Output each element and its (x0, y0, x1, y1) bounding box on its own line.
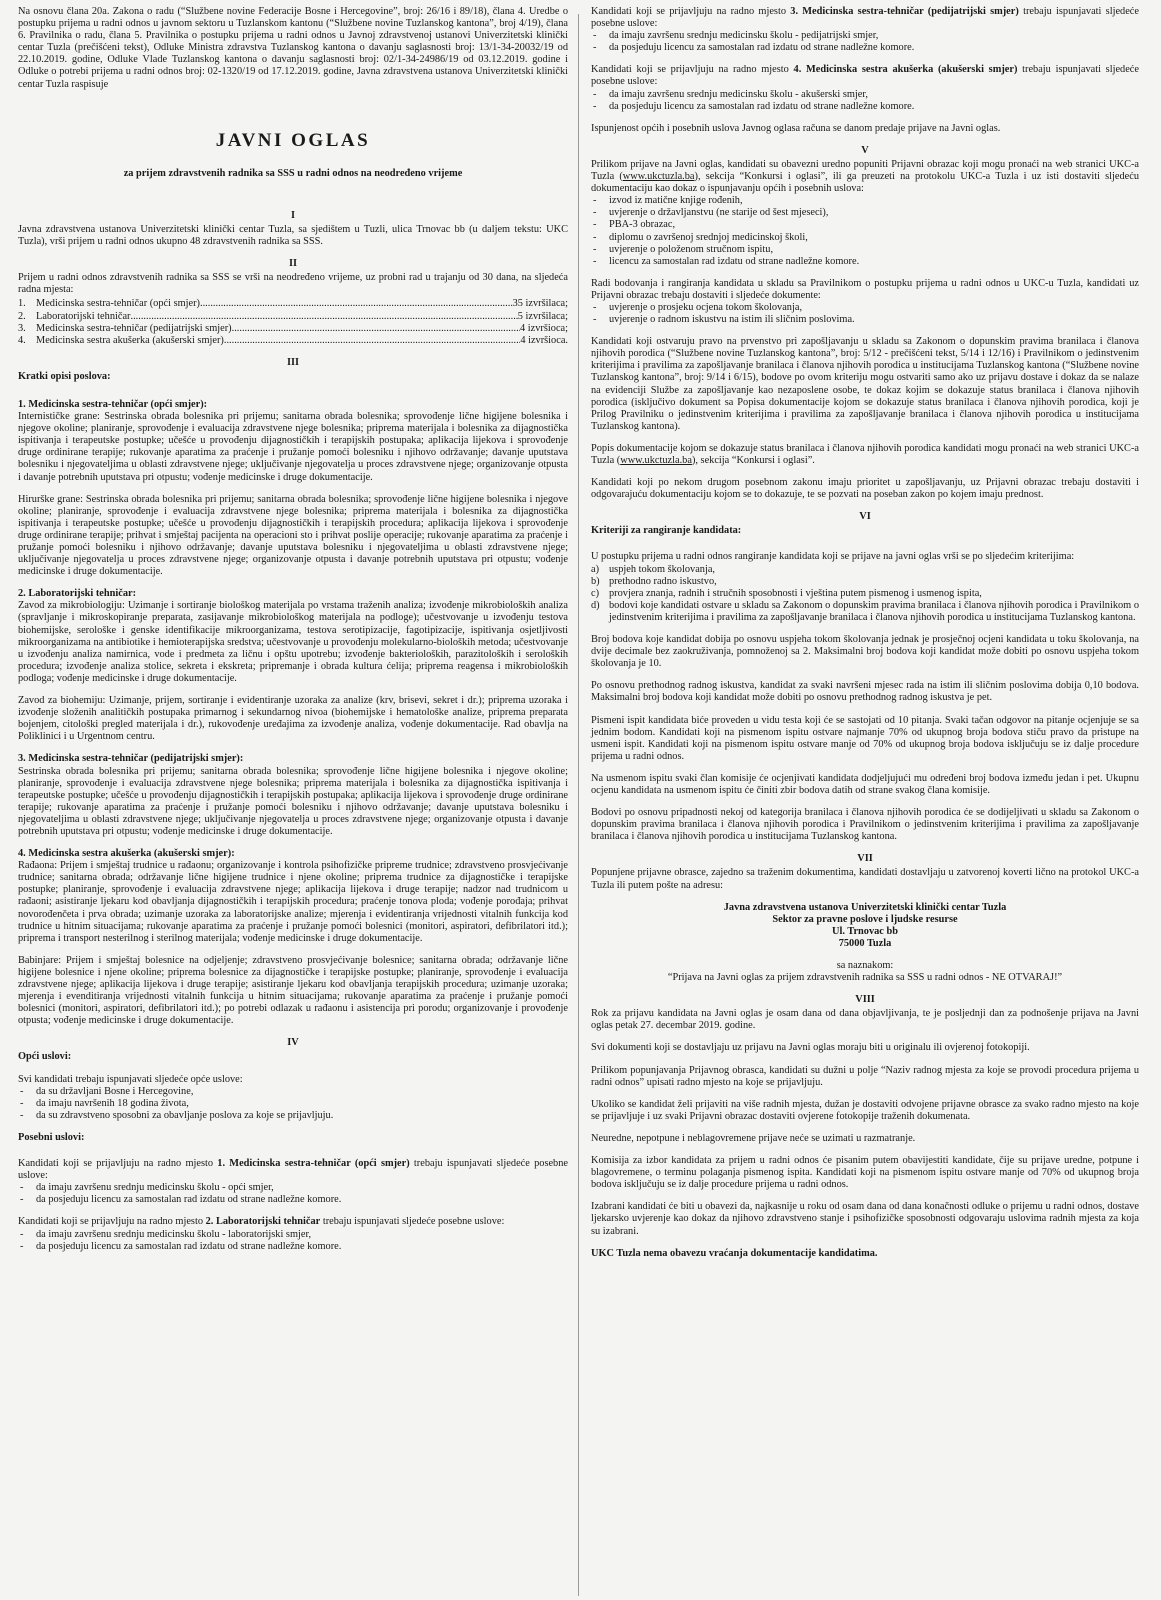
job4-conditions-list (591, 89, 1139, 113)
intro-paragraph: Na osnovu člana 20a. Zakona o radu (“Službene novine Federacije Bosne i Hercegovine”, broj: 26/16 i 89/18), člana 4. Uredbe o postupku prijema u radni odnos u javnom sektoru u Tuzlanskom kantonu (“Službene novine Tuzlanskog kantona”, broj 4/19), člana 6. Pravilnika o radu, člana 5. Pravilnika o postupku prijema u radni odnos u Javnoj zdravstvenoj ustanovi Univerzitetski klinički centar Tuzla (prečišćeni tekst), Odluke Ministra zdravstva Tuzlanskog kantona o davanju saglasnosti broj: 13/1-34-20032/19 od 22.10.2019. godine, Odluke Vlade Tuzlanskog kantona o davanju saglasnosti broj: 02/1-34-24986/19 od 03.12.2019. godine i Odluke o potrebi prijema u radni odnos broj: 02-1320/19 od 17.12.2019. godine, Javna zdravstvena ustanova Univerzitetski klinički centar Tuzla raspisuje (18, 6, 568, 90)
list-item: - da posjeduju licencu za samostalan rad izdatu od strane nadležne komore. (18, 1194, 568, 1206)
form-instructions: Prilikom popunjavanja Prijavnog obrasca, kandidati su dužni u polje “Naziv radnog mjesta za koje se provodi procedura prijema u radni odnos” upisati radno mjesto na koje se prijavljuju. (591, 1064, 1139, 1088)
ranking-documents-list (591, 302, 1139, 326)
website-link[interactable]: www.ukctuzla.ba (622, 171, 695, 183)
job1-conditions: Kandidati koji se prijavljuju na radno mjesto 1. Medicinska sestra-tehničar (opći smjer) trebaju ispunjavati sljedeće posebne uslove: (18, 1158, 568, 1182)
section-iv-number: IV (287, 1037, 299, 1049)
section-iii-heading: Kratki opisi poslova: (18, 370, 111, 382)
list-item: d) bodovi koje kandidati ostvare u skladu sa Zakonom o dopunskim pravima branilaca i članova njihovih porodica i Pravilnikom o jedinstvenim kriterijima i pravilima za zapošljavanje branilaca i članova njihovih porodica u institucijama Tuzlanskog kantona. (591, 599, 1139, 623)
written-exam: Pismeni ispit kandidata biće proveden u vidu testa koji će se sastojati od 10 pitanja. Svaki tačan odgovor na pitanje ocjenjuje se sa jednim bodom. Kandidati koji na pismenom ispitu ostvare najmanje 70% od ukupnog broja bodova stiču pravo da pristupe na usmeni ispit. Kandidati koji na pismenom ispitu ostvare manje od 70% od ukupnog broja bodova isključuju se iz dalje procedure prijema u radni odnos. (591, 714, 1139, 762)
job1-internal: Internističke grane: Sestrinska obrada bolesnika pri prijemu; sanitarna obrada bolesnika; sprovođenje lične higijene bolesnika i njegove okoline; planiranje, sprovođenje i evaluacija zdravstvene njege bolesnika; priprema materijala i bolesnika za dijagnostička ispitivanja i terapeutske postupke; učešće u provođenju dijagnostičkih i terapijskih postupaka; aplikacija lijekova i sprovođenje druge ordinirane terapije; rukovanje aparatima za praćenje i pružanje pomoći bolesniku i njihovo održavanje; davanje uputstava bolesniku i njegovateljima u oblasti zdravstvene njege; uključivanje njegovatelja u proces zdravstvene njege; organizovanje otpusta i davanje potrebnih uputstava pri otpustu; vođenje medicinske i druge dokumentacije. (18, 411, 568, 483)
documents-original: Svi dokumenti koji se dostavljaju uz prijavu na Javni oglas moraju biti u originalu ili ovjerenoj fotokopiji. (591, 1042, 1030, 1054)
list-item: - uvjerenje o radnom iskustvu na istim ili sličnim poslovima. (591, 314, 1139, 326)
list-item: - uvjerenje o prosjeku ocjena tokom školovanja, (591, 302, 1139, 314)
list-item: - da posjeduju licencu za samostalan rad izdatu od strane nadležne komore. (18, 1241, 568, 1253)
incomplete-applications: Neuredne, nepotpune i neblagovremene prijave neće se uzimati u razmatranje. (591, 1132, 916, 1144)
section-vii-number: VII (857, 853, 873, 865)
position-item: 3. Medicinska sestra-tehničar (pedijatrijski smjer) ..... 4 izvršioca; (18, 323, 568, 335)
right-column (583, 6, 1149, 1596)
general-conditions-heading: Opći uslovi: (18, 1051, 72, 1063)
job3-text: Sestrinska obrada bolesnika pri prijemu; sanitarna obrada bolesnika; sprovođenje lične higijene bolesnika i njegove okoline; planiranje, sprovođenje i evaluacija zdravstvene njege bolesnika; priprema materijala i bolesnika za dijagnostička ispitivanja i terapeutske postupke; učešće u provođenju dijagnostičkih i terapijskih postupaka; aplikacija lijekova i sprovođenje druge ordinirane terapije; rukovanje aparatima za praćenje i pružanje pomoći bolesniku i njihovo održavanje; davanje uputstava bolesniku i njegovateljima u oblasti zdravstvene njege; uključivanje njegovatelja u proces zdravstvene njege; organizovanje otpusta i davanje potrebnih uputstava pri otpustu; vođenje medicinske i druge dokumentacije. (18, 765, 568, 837)
job2-title: 2. Laboratorijski tehničar: (18, 588, 137, 600)
submission-intro: Popunjene prijavne obrasce, zajedno sa traženim dokumentima, kandidati dostavljaju u zatvorenoj koverti lično na protokol UKC-a Tuzla ili putem pošte na adresu: (591, 867, 1139, 891)
section-ii-text: Prijem u radni odnos zdravstvenih radnika sa SSS se vrši na neodređeno vrijeme, uz probni rad u trajanju od 30 dana, na sljedeća radna mjesta: (18, 272, 568, 296)
ranking-criteria-list (591, 564, 1139, 624)
job3-title: 3. Medicinska sestra-tehničar (pedijatrijski smjer): (18, 753, 244, 765)
oral-exam: Na usmenom ispitu svaki član komisije će ocjenjivati kandidata dodjeljujući mu određeni broj bodova između jedan i pet. Ukupnu ocjenu kandidata na usmenom ispitu će činiti zbir bodova datih od strane svakog člana komisije. (591, 772, 1139, 796)
general-conditions-list (18, 1086, 568, 1122)
multiple-positions: Ukoliko se kandidat želi prijaviti na više radnih mjesta, dužan je dostaviti odvojene prijavne obrasce za svako radno mjesto na koje se prijavljuje i uz svaki Prijavni obrazac dostaviti ovjerene fotokopije traženih dokumenata. (591, 1098, 1139, 1122)
list-item: b) prethodno radno iskustvo, (591, 575, 717, 587)
job3-conditions-list (591, 30, 1139, 54)
list-item: - da posjeduju licencu za samostalan rad izdatu od strane nadležne komore. (591, 101, 1139, 113)
list-item: - da imaju završenu srednju medicinsku školu - akušerski smjer, (591, 89, 1139, 101)
job4-conditions: Kandidati koji se prijavljuju na radno mjesto 4. Medicinska sestra akušerka (akušerski smjer) trebaju ispunjavati sljedeće posebne uslove: (591, 64, 1139, 88)
closing-note: UKC Tuzla nema obavezu vraćanja dokumentacije kandidatima. (591, 1247, 878, 1259)
list-item: - uvjerenje o položenom stručnom ispitu, (591, 244, 1139, 256)
fulfilment-note: Ispunjenost općih i posebnih uslova Javnog oglasa računa se danom predaje prijave na Javni oglas. (591, 122, 1001, 134)
list-item: - da imaju završenu srednju medicinsku školu - pedijatrijski smjer, (591, 30, 1139, 42)
position-item: 4. Medicinska sestra akušerka (akušerski smjer) ..... 4 izvršioca. (18, 335, 568, 347)
list-item: - izvod iz matične knjige rođenih, (591, 195, 1139, 207)
website-link[interactable]: www.ukctuzla.ba (620, 455, 692, 466)
deadline-paragraph: Rok za prijavu kandidata na Javni oglas je osam dana od dana objavljivanja, te je posljednji dan za podnošenje prijava na Javni oglas petak 27. decembar 2019. godine. (591, 1008, 1139, 1032)
envelope-note-label: sa naznakom: (836, 960, 894, 971)
envelope-note: “Prijava na Javni oglas za prijem zdravstvenih radnika sa SSS u radni odnos - NE OTVARAJ!” (667, 972, 1063, 984)
list-item: - PBA-3 obrazac, (591, 219, 1139, 231)
job3-conditions: Kandidati koji se prijavljuju na radno mjesto 3. Medicinska sestra-tehničar (pedijatrijski smjer) trebaju ispunjavati sljedeće posebne uslove: (591, 6, 1139, 30)
job1-surgical: Hirurške grane: Sestrinska obrada bolesnika pri prijemu; sanitarna obrada bolesnika; sprovođenje lične higijene bolesnika i njegove okoline; planiranje, sprovođenje i evaluacija zdravstvene njege bolesnika; priprema materijala i bolesnika za dijagnostička ispitivanja i terapeutske postupke; učešće u provođenju dijagnostičkih i terapijskih procedura; aplikacija lijekova i sprovođenje druge ordinirane terapije; prihvat i smještaj pacijenta na operacioni sto i prihvat poslije operacije; rukovanje aparatima za praćenje i pružanje pomoći bolesniku i njihovo održavanje; davanje uputstava bolesniku i njegovateljima u oblasti zdravstvene njege; uključivanje njegovatelja u proces zdravstvene njege; organizovanje otpusta i davanje potrebnih uputstava pri otpustu; vođenje medicinske i druge dokumentacije. (18, 493, 568, 578)
list-item: - diplomu o završenoj srednjoj medicinskoj školi, (591, 232, 1139, 244)
section-vi-number: VI (859, 511, 871, 523)
job2-conditions-list (18, 1229, 568, 1253)
section-i-number: I (290, 209, 296, 221)
mailing-address: Javna zdravstvena ustanova Univerzitetski klinički centar Tuzla Sektor za pravne poslove i ljudske resurse Ul. Trnovac bb 75000 Tuzla (723, 901, 1007, 949)
job2-biochem: Zavod za biohemiju: Uzimanje, prijem, sortiranje i evidentiranje uzoraka za analize (krv, brisevi, sekret i dr.); priprema uzoraka i izvođenje složenih analitičkih postupaka primarnog i sekundarnog nivoa (biohemijske i hematološke analize, priprema preparata bojenjem, citološki pregled materijala i dr.), rukovođenje uređajima za izvođenje analiza, vođenje dokumentacije. Rad obavlja na Poliklinici i u Urgentnom centru. (18, 695, 568, 743)
veterans-priority: Kandidati koji ostvaruju pravo na prvenstvo pri zapošljavanju u skladu sa Zakonom o dopunskim pravima branilaca i članova njihovih porodica (“Službene novine Tuzlanskog kantona”, broj: 5/12 - prečišćeni tekst, 5/14 i 12/16) i Pravilnikom o jedinstvenim kriterijima i pravilima za zapošljavanje branilaca i članova njihovih porodica u institucijama Tuzlanskog kantona (“Službene novine Tuzlanskog kantona”, broj: 9/14 i 6/15), bodove po ovom kriteriju mogu ostvariti samo ako uz prijavu dostave i dokaz da se nalaze na evidenciji Službe za zapošljavanje kao nezaposlene osobe, te dokaz kojim se dokazuje status branilaca i članova njihovih porodica (isključivo dokument sa Popisa dokumentacije kojom se dokazuje status branilaca i članova njihovih porodica, koji je Prilog Pravilniku o jedinstvenim kriterijima i pravilima za zapošljavanje branilaca i članova njihovih porodica u institucijama Tuzlanskog kantona). (591, 336, 1139, 432)
job1-conditions-list (18, 1182, 568, 1206)
page-subtitle: za prijem zdravstvenih radnika sa SSS u radni odnos na neodređeno vrijeme (123, 167, 463, 179)
experience-points: Po osnovu prethodnog radnog iskustva, kandidat za svaki navršeni mjesec rada na istim ili sličnim poslovima dobija 0,10 bodova. Maksimalni broj bodova koji kandidat može dobiti po osnovu prethodnog radnog iskustva je pet. (591, 680, 1139, 704)
ranking-documents-intro: Radi bodovanja i rangiranja kandidata u skladu sa Pravilnikom o postupku prijema u radni odnos u UKC-u Tuzla, kandidati uz Prijavni obrazac trebaju dostaviti i sljedeće dokumente: (591, 277, 1139, 301)
ranking-criteria-intro: U postupku prijema u radni odnos rangiranje kandidata koji se prijave na javni oglas vrši se po sljedećim kriterijima: (591, 551, 1075, 563)
section-iii-number: III (286, 356, 300, 368)
section-viii-number: VIII (855, 994, 875, 1006)
job1-title: 1. Medicinska sestra-tehničar (opći smjer): (18, 398, 208, 410)
job2-conditions: Kandidati koji se prijavljuju na radno mjesto 2. Laboratorijski tehničar trebaju ispunjavati sljedeće posebne uslove: (18, 1216, 505, 1228)
positions-list (18, 298, 568, 346)
list-item: - da su državljani Bosne i Hercegovine, (18, 1086, 568, 1098)
veterans-points: Bodovi po osnovu pripadnosti nekoj od kategorija branilaca i članova njihovih porodica će se dodijeljivati u skladu sa Zakonom o dopunskim pravima branilaca i članova njihovih porodica i Pravilnikom o jedinstvenim kriterijima i pravilima za zapošljavanje branilaca i članova njihovih porodica u institucijama Tuzlanskog kantona. (591, 807, 1139, 843)
commission-notice: Komisija za izbor kandidata za prijem u radni odnos će pisanim putem obavijestiti kandidate, čije su prijave uredne, potpune i blagovremene, o terminu polaganja pismenog ispita. Kandidati koji na pismenom ispitu ostvare manje od 70% od ukupnog broja bodova isključuju se iz dalje procedure prijema u radni odnos. (591, 1155, 1139, 1191)
other-priority: Kandidati koji po nekom drugom posebnom zakonu imaju prioritet u zapošljavanju, uz Prijavni obrazac trebaju dostaviti i odgovarajuću dokumentaciju kojom se to dokazuje, te se pozvati na poseban zakon po kojem imaju prednost. (591, 477, 1139, 501)
required-documents-list (591, 195, 1139, 268)
job4-delivery: Rađaona: Prijem i smještaj trudnice u rađaonu; organizovanje i kontrola psihofizičke pripreme trudnice; zdravstveno prosvjećivanje trudnice; sanitarna obrada; održavanje lične higijene trudnice i njene okoline; priprema trudnice za dijagnostičke i terapijske postupke; planiranje, sprovođenje i evaluacija zdravstvene njege; aplikacija lijekova i druge terapije; nadzor nad trudnicom u rađaoni; asistiranje ljekaru kod obavljanja dijagnostičkih i terapijskih procedura; praćenje tonova ploda; vođenje porođaja; prihvat novorođenčeta i prva obrada; uzimanje uzoraka za laboratorijske analize; mjerenja i evidentiranja vrijednosti vitalnih funkcija kod trudnice u hitnim situacijama; rukovanje aparatima za praćenje i pružanje pomoći bolesnici (monitori, aspiratori, defibrilatori itd.); priprema i transport nesterilnog i sterilnog materijala; vođenje medicinske i druge dokumentacije. (18, 860, 568, 944)
position-item: 2. Laboratorijski tehničar ..... 5 izvršilaca; (18, 311, 568, 323)
list-item: a) uspjeh tokom školovanja, (591, 563, 716, 575)
section-ii-number: II (288, 258, 298, 270)
school-points: Broj bodova koje kandidat dobija po osnovu uspjeha tokom školovanja jednak je prosječnoj ocjeni kandidata u toku školovanja, na dvije decimale bez zaokruživanja, pomnoženoj sa 2. Maksimalni broj bodova koji kandidat može dobiti po osnovu uspjeha tokom školovanja je 10. (591, 634, 1139, 670)
list-item: - da imaju završenu srednju medicinsku školu - laboratorijski smjer, (18, 1229, 568, 1241)
job4-title: 4. Medicinska sestra akušerka (akušerski smjer): (18, 848, 235, 860)
veterans-docs-note: Popis dokumentacije kojom se dokazuje status branilaca i članova njihovih porodica kandidati mogu pronaći na web stranici UKC-a Tuzla (www.ukctuzla.ba), sekcija “Konkursi i oglasi”. (591, 442, 1139, 466)
list-item: - da su zdravstveno sposobni za obavljanje poslova za koje se prijavljuju. (18, 1110, 568, 1122)
application-instructions: Prilikom prijave na Javni oglas, kandidati su obavezni uredno popuniti Prijavni obrazac koji mogu pronaći na web stranici UKC-a Tuzla (www.ukctuzla.ba), sekcija “Konkursi i oglasi”, ili ga preuzeti na protokolu UKC-a Tuzla i uz isti dostaviti sljedeću dokumentaciju kao dokaz o ispunjavanju općih i posebnih uslova: (591, 158, 1140, 195)
list-item: - uvjerenje o državljanstvu (ne starije od šest mjeseci), (591, 207, 1139, 219)
list-item: c) provjera znanja, radnih i stručnih sposobnosti i vještina putem pismenog i usmenog ispita, (591, 587, 982, 599)
medical-certificate: Izabrani kandidati će biti u obavezi da, najkasnije u roku od osam dana od dana konačnosti odluke o prijemu u radni odnos, dostave ljekarsko uvjerenje kao dokaz da njihovo zdravstveno stanje i psihofizičke sposobnosti odgovaraju uslovima radnih mjesta za koja su izabrani. (591, 1201, 1139, 1237)
job2-micro: Zavod za mikrobiologiju: Uzimanje i sortiranje biološkog materijala po vrstama traženih analiza; izvođenje mikrobioloških analiza (spravljanje i mikroskopiranje preparata, zasijavanje mikrobiološkog materijala na podloge); učestvovanje u izvođenju testova biohemijske, serološke i genske identifikacije mikroorganizama, testova serotipizacije, fagotipizacije, ispitivanja osjetljivosti mikroorganizama na antibiotike i hemioterapijska sredstva; učestvovanje u provođenju molekularno-bioloških metoda; učestvovanje u izvođenju analiza namirnica, vode i predmeta za ličnu i opštu upotrebu; izvođenje bakterioloških, parazitoloških i seroloških procedura; izvođenje analiza stolice, sekreta i ekskreta; pripremanje i obrada kultura ćelija; priprema reagensa i mikrobioloških podloga; vođenje medicinske i druge dokumentacije. (18, 600, 568, 684)
job4-maternity: Babinjare: Prijem i smještaj bolesnice na odjeljenje; zdravstveno prosvjećivanje bolesnice; sanitarna obrada; održavanje lične higijene bolesnice i njene okoline; priprema bolesnice za dijagnostičke i terapijske postupke; planiranje, sprovođenje i evaluacija zdravstvene njege; aplikacija lijekova i druge terapije; asistiranje ljekaru kod obavljanja terapijskih procedura; uzimanje uzoraka; mjerenja i evenditiranja vrijednosti vitalnih funkcija u hitnim situacijama; rukovanje aparatima za praćenje i pružanje pomoći bolesnici (monitori, aspiratori, defibrilatori itd.); po potrebi odlazak u rađaonu i asistencija pri porodu; organizovanje i provođenje otpusta; vođenje medicinske i druge dokumentacije. (18, 954, 568, 1027)
special-conditions-heading: Posebni uslovi: (18, 1131, 85, 1143)
general-conditions-intro: Svi kandidati trebaju ispunjavati sljedeće opće uslove: (18, 1073, 243, 1085)
list-item: - da posjeduju licencu za samostalan rad izdatu od strane nadležne komore. (591, 42, 1139, 54)
section-v-number: V (861, 144, 869, 156)
section-i-text: Javna zdravstvena ustanova Univerzitetski klinički centar Tuzla, sa sjedištem u Tuzli, ulica Trnovac bb (u daljem tekstu: UKC Tuzla), vrši prijem u radni odnos ukupno 48 zdravstvenih radnika sa SSS. (18, 223, 568, 248)
list-item: - da imaju završenu srednju medicinsku školu - opći smjer, (18, 1182, 568, 1194)
list-item: - da imaju navršenih 18 godina života, (18, 1098, 568, 1110)
page-title: JAVNI OGLAS (215, 129, 371, 151)
list-item: - licencu za samostalan rad izdatu od strane nadležne komore. (591, 256, 1139, 268)
left-column (8, 6, 574, 1596)
ranking-criteria-heading: Kriteriji za rangiranje kandidata: (591, 525, 742, 537)
position-item: 1. Medicinska sestra-tehničar (opći smjer) ..... 35 izvršilaca; (18, 298, 568, 310)
column-divider (578, 14, 579, 1596)
